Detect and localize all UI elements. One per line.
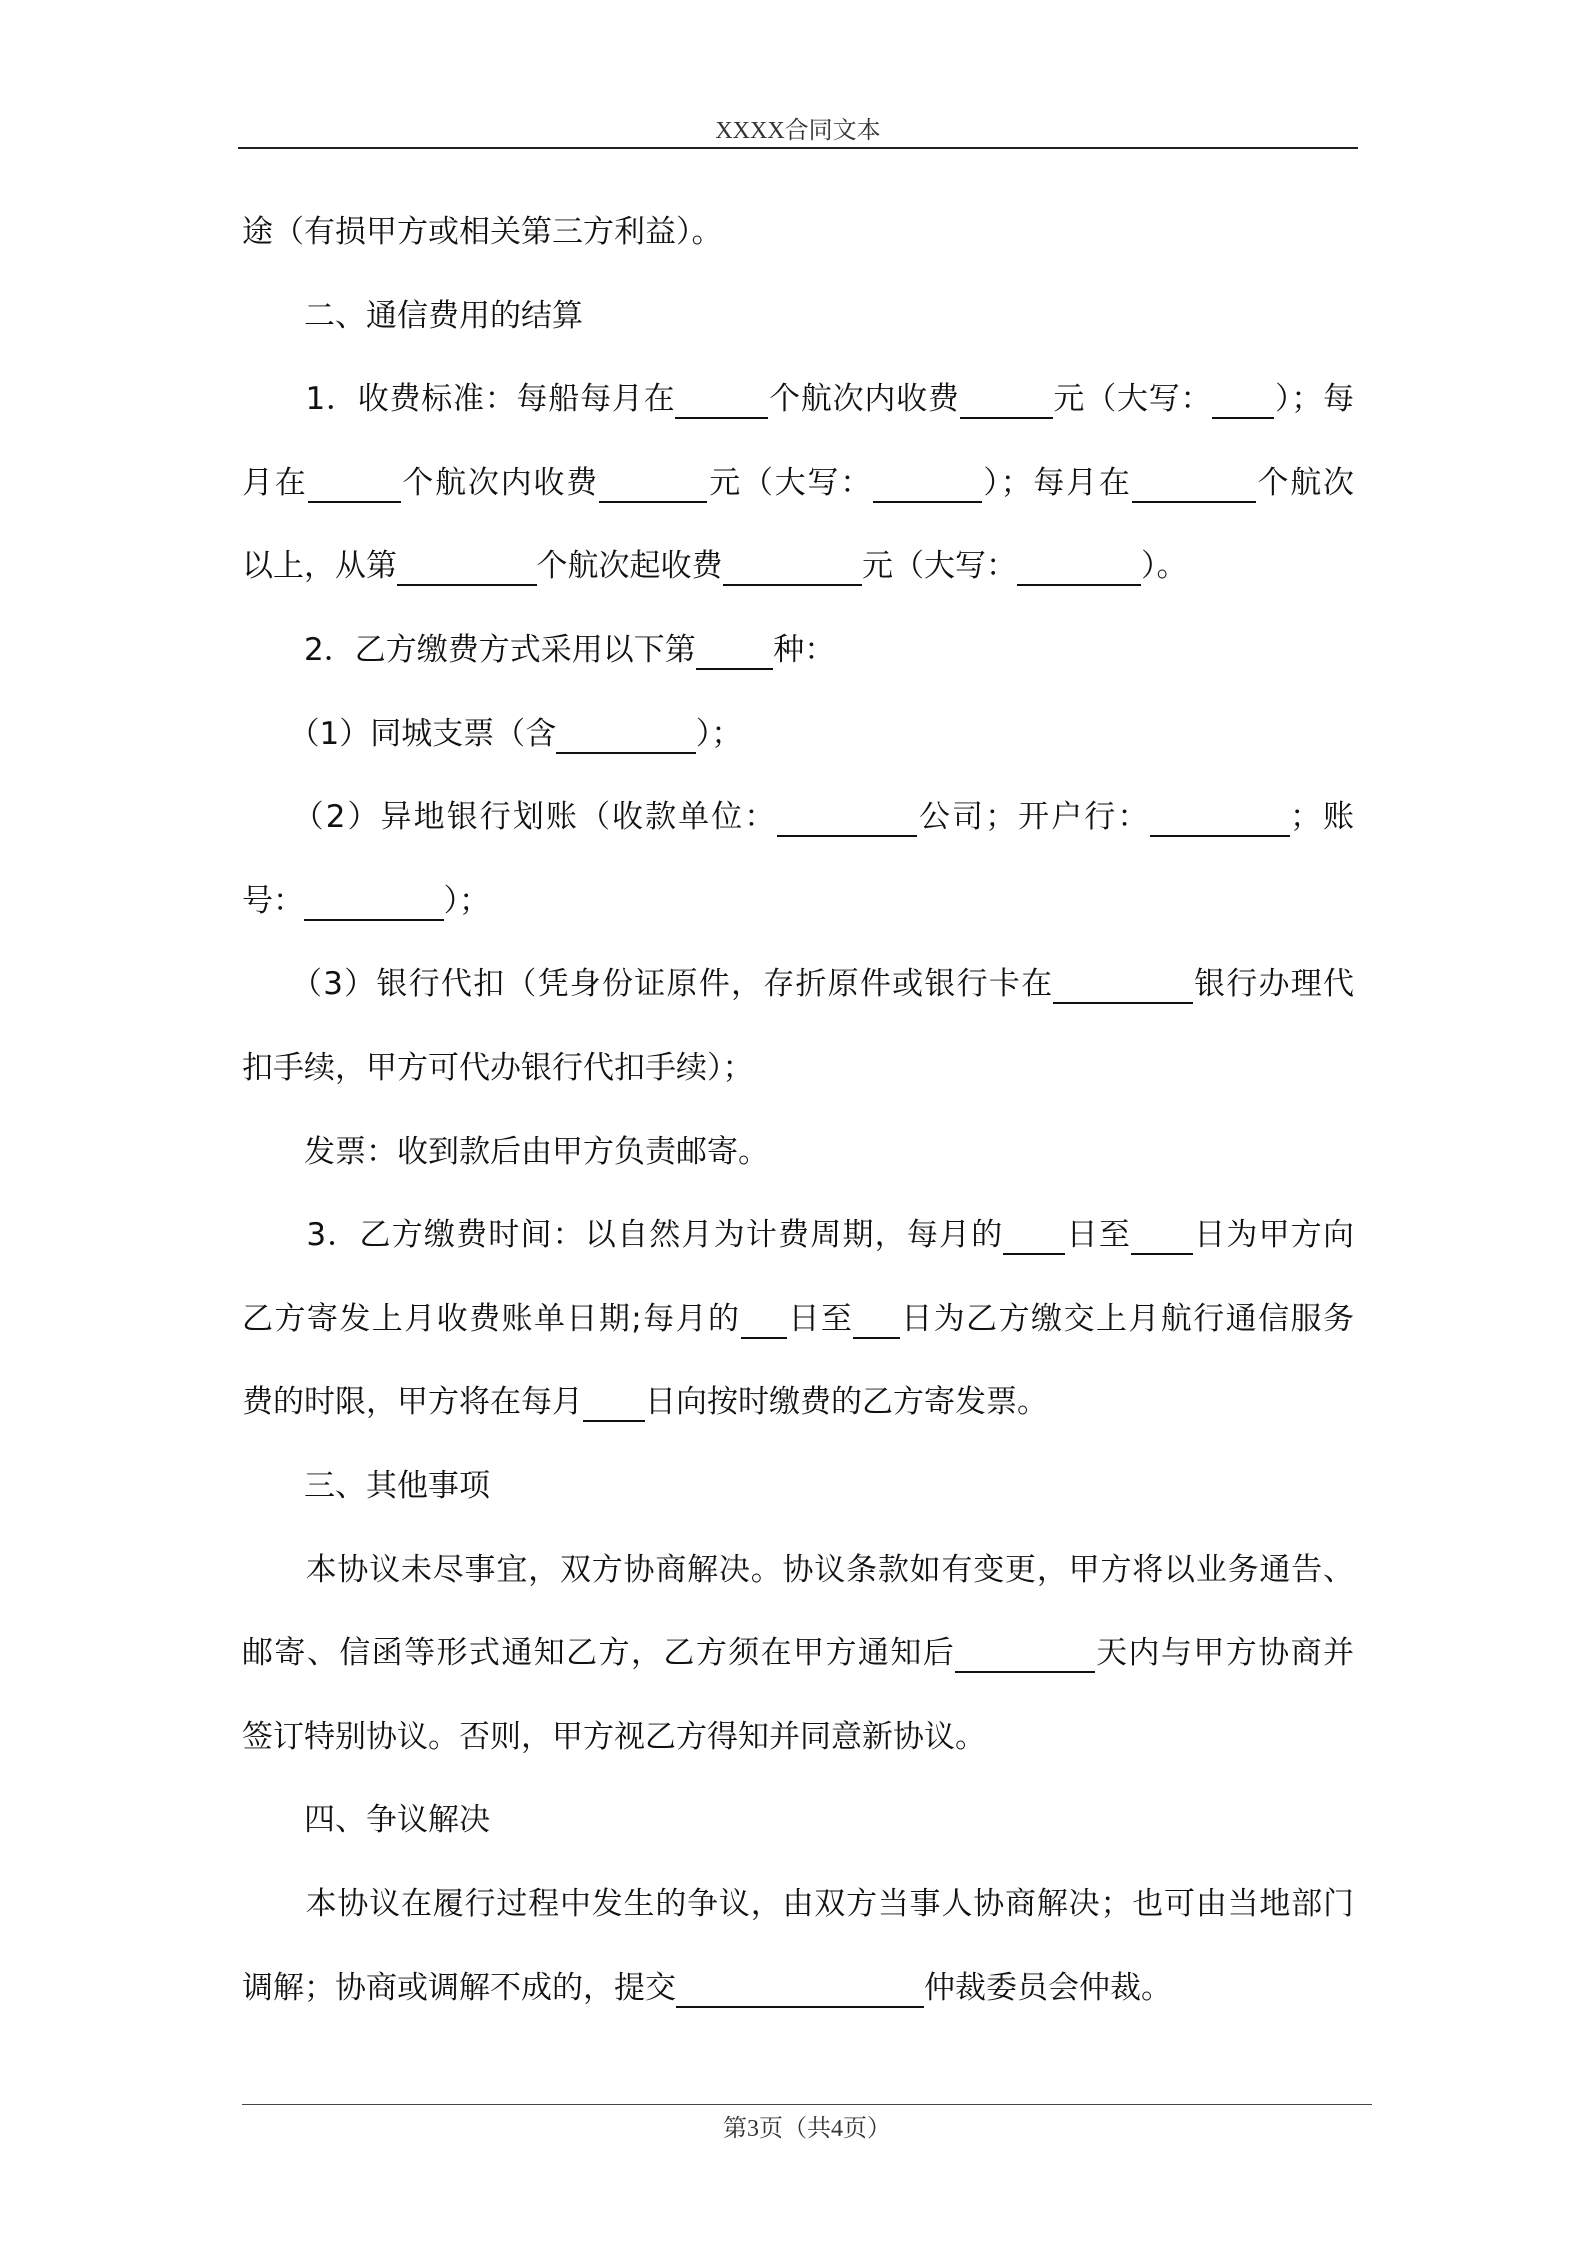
fill-in-blank[interactable]	[741, 1303, 788, 1339]
text-segment: 二、通信费用的结算	[242, 297, 583, 334]
text-line	[242, 964, 1354, 1004]
text-segment: ）；每	[1274, 381, 1355, 418]
text-segment: 签订特别协议。否则，甲方视乙方得知并同意新协议。	[242, 1718, 986, 1755]
fill-in-blank[interactable]	[1212, 383, 1274, 419]
text-segment: （3）银行代扣（凭身份证原件，存折原件或银行卡在	[242, 966, 1054, 1003]
text-line	[242, 797, 1354, 837]
text-segment: ）；	[695, 715, 743, 752]
text-segment: 银行办理代	[1192, 966, 1354, 1003]
page-header-title: XXXX合同文本	[715, 118, 881, 144]
fill-in-blank[interactable]	[960, 383, 1053, 419]
text-segment: 本协议未尽事宜，双方协商解决。协议条款如有变更，甲方将以业务通告、	[242, 1551, 1354, 1588]
text-segment: ）。	[1141, 548, 1188, 585]
text-segment: 乙方寄发上月收费账单日期;每月的	[242, 1300, 741, 1337]
fill-in-blank[interactable]	[1150, 801, 1290, 837]
text-segment: 元（大写：	[862, 548, 1017, 585]
text-segment: 调解；协商或调解不成的，提交	[242, 1969, 676, 2006]
text-segment: 号：	[242, 882, 304, 919]
text-line	[242, 546, 1354, 586]
fill-in-blank[interactable]	[397, 550, 537, 586]
text-line	[242, 1717, 1354, 1757]
text-line	[242, 1466, 1354, 1506]
text-segment: 天内与甲方协商并	[1094, 1635, 1355, 1672]
text-segment: 日为甲方向	[1193, 1217, 1354, 1254]
text-segment: 以上，从第	[242, 548, 397, 585]
text-line	[242, 1048, 1354, 1088]
fill-in-blank[interactable]	[853, 1303, 900, 1339]
fill-in-blank[interactable]	[1017, 550, 1141, 586]
fill-in-blank[interactable]	[1053, 968, 1193, 1004]
footer-rule	[242, 2104, 1372, 2105]
text-line	[242, 1299, 1354, 1339]
text-line	[242, 1550, 1354, 1590]
text-segment: 个航次	[1255, 464, 1355, 501]
text-line	[242, 1633, 1354, 1673]
text-segment: 仲裁委员会仲裁。	[924, 1969, 1172, 2006]
text-segment: 日向按时缴费的乙方寄发票。	[645, 1384, 1048, 1421]
text-segment: 四、争议解决	[242, 1802, 490, 1839]
text-line	[242, 1968, 1354, 2008]
text-segment: （1）同城支票（含	[242, 715, 557, 752]
text-segment: 日至	[1065, 1217, 1132, 1254]
header-rule	[238, 147, 1358, 149]
fill-in-blank[interactable]	[777, 801, 917, 837]
text-line	[242, 630, 1354, 670]
fill-in-blank[interactable]	[583, 1386, 645, 1422]
text-segment: 公司；开户行：	[916, 799, 1151, 836]
text-line	[242, 714, 1354, 754]
text-segment: 2．乙方缴费方式采用以下第	[242, 632, 696, 668]
fill-in-blank[interactable]	[955, 1637, 1095, 1673]
text-segment: （2）异地银行划账（收款单位：	[242, 799, 778, 836]
fill-in-blank[interactable]	[308, 467, 401, 503]
fill-in-blank[interactable]	[1131, 1219, 1193, 1255]
text-line	[242, 379, 1354, 419]
text-segment: ；账	[1289, 799, 1355, 836]
fill-in-blank[interactable]	[556, 718, 696, 754]
fill-in-blank[interactable]	[676, 1972, 924, 2008]
text-line	[242, 1800, 1354, 1840]
fill-in-blank[interactable]	[873, 467, 982, 503]
text-segment: 本协议在履行过程中发生的争议，由双方当事人协商解决；也可由当地部门	[242, 1886, 1354, 1922]
fill-in-blank[interactable]	[599, 467, 708, 503]
text-segment: 元（大写：	[1052, 381, 1213, 418]
fill-in-blank[interactable]	[1003, 1219, 1065, 1255]
fill-in-blank[interactable]	[696, 634, 774, 670]
text-line	[242, 212, 1354, 252]
text-line	[242, 1884, 1354, 1924]
text-segment: 途（有损甲方或相关第三方利益）。	[242, 214, 723, 250]
fill-in-blank[interactable]	[675, 383, 768, 419]
text-segment: 日至	[787, 1300, 854, 1337]
text-segment: 个航次内收费	[400, 464, 599, 501]
text-segment: 邮寄、信函等形式通知乙方，乙方须在甲方通知后	[242, 1635, 956, 1672]
text-segment: 3．乙方缴费时间：以自然月为计费周期，每月的	[242, 1217, 1004, 1254]
text-segment: 1．收费标准：每船每月在	[242, 381, 676, 418]
text-segment: 个航次起收费	[536, 548, 723, 585]
text-segment: 月在	[242, 464, 308, 501]
text-line	[242, 1215, 1354, 1255]
text-segment: ）；每月在	[981, 464, 1132, 501]
text-segment: 费的时限，甲方将在每月	[242, 1384, 583, 1421]
page-footer-number: 第3页（共4页）	[723, 2116, 891, 2142]
text-segment: 种：	[773, 632, 836, 668]
fill-in-blank[interactable]	[304, 885, 444, 921]
text-segment: 三、其他事项	[242, 1468, 490, 1504]
fill-in-blank[interactable]	[723, 550, 863, 586]
text-segment: ）；	[443, 882, 490, 919]
text-line	[242, 1382, 1354, 1422]
text-line	[242, 1132, 1354, 1172]
text-segment: 扣手续，甲方可代办银行代扣手续）；	[242, 1050, 754, 1086]
text-segment: 发票：收到款后由甲方负责邮寄。	[242, 1133, 769, 1170]
text-line	[242, 463, 1354, 503]
fill-in-blank[interactable]	[1132, 467, 1256, 503]
text-line	[242, 881, 1354, 921]
text-segment: 日为乙方缴交上月航行通信服务	[899, 1300, 1354, 1337]
text-segment: 个航次内收费	[768, 381, 960, 418]
text-segment: 元（大写：	[707, 464, 874, 501]
text-line	[242, 296, 1354, 336]
